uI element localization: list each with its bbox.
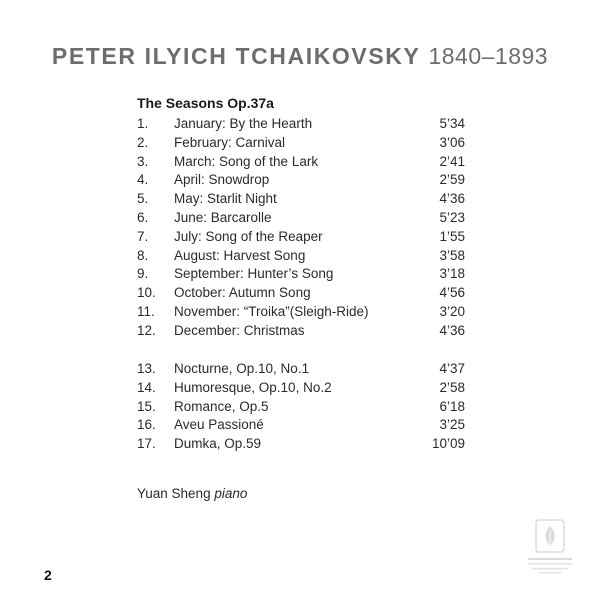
track-title: August: Harvest Song [174,247,306,263]
performer-instrument: piano [214,486,248,501]
track-list-other-works [137,360,465,454]
track-item [137,435,465,454]
performer-name: Yuan Sheng [137,486,211,501]
track-duration: 6’18 [439,398,465,414]
track-duration: 4’37 [439,361,465,376]
track-duration: 2’41 [439,153,465,169]
track-item [137,360,465,379]
track-item [137,284,465,303]
track-number: 13. [137,361,156,376]
track-item [137,228,465,247]
track-number: 1. [137,116,149,131]
track-number: 5. [137,191,149,207]
program-title: The Seasons Op.37a [137,95,274,111]
track-title: April: Snowdrop [174,172,270,188]
track-title: Aveu Passioné [174,417,264,433]
track-duration: 10’09 [431,436,465,452]
track-item [137,115,465,134]
track-list-seasons [137,115,465,341]
track-number: 12. [137,322,156,338]
track-title: July: Song of the Reaper [174,228,323,244]
track-duration: 3’58 [439,247,465,263]
track-item [137,171,465,190]
track-title: June: Barcarolle [174,209,272,225]
track-number: 10. [137,285,156,301]
track-title: Dumka, Op.59 [174,436,262,452]
track-duration: 4’36 [439,322,465,338]
track-duration: 5’23 [439,209,465,225]
track-item [137,190,465,209]
track-item [137,398,465,417]
track-item [137,265,465,284]
track-number: 9. [137,266,149,282]
track-item [137,322,465,341]
track-number: 16. [137,417,156,433]
track-number: 3. [137,153,149,169]
track-title: January: By the Hearth [174,116,313,131]
track-title: Nocturne, Op.10, No.1 [174,361,310,376]
track-duration: 2’59 [439,172,465,188]
page-number: 2 [44,567,52,583]
track-item [137,153,465,172]
track-number: 6. [137,209,149,225]
track-number: 15. [137,398,156,414]
track-number: 4. [137,172,149,188]
track-duration: 3’06 [439,134,465,150]
track-title: October: Autumn Song [174,285,311,301]
track-title: Romance, Op.5 [174,398,269,414]
track-number: 11. [137,303,155,319]
track-number: 17. [137,436,156,452]
composer-name: PETER ILYICH TCHAIKOVSKY [51,43,421,69]
track-duration: 1’55 [439,228,465,244]
track-duration: 3’18 [439,266,465,282]
track-duration: 3’25 [439,417,465,433]
track-item [137,379,465,398]
track-number: 14. [137,379,156,395]
track-item [137,247,465,266]
track-title: May: Starlit Night [174,191,277,207]
track-duration: 4’36 [439,191,465,207]
track-number: 2. [137,134,149,150]
header-title [0,41,600,71]
track-item [137,416,465,435]
track-title: March: Song of the Lark [174,153,319,169]
track-number: 7. [137,228,149,244]
track-item [137,209,465,228]
composer-years: 1840–1893 [428,43,549,69]
track-duration: 2’58 [439,379,465,395]
track-title: November: “Troika”(Sleigh-Ride) [174,303,369,319]
label-logo-icon [524,518,576,576]
track-title: December: Christmas [174,322,305,338]
performer-credit [137,486,247,501]
track-title: September: Hunter’s Song [174,266,334,282]
track-duration: 4’56 [439,285,465,301]
track-duration: 5’34 [439,116,465,131]
track-duration: 3’20 [439,303,465,319]
track-number: 8. [137,247,149,263]
track-title: February: Carnival [174,134,286,150]
track-item [137,134,465,153]
track-title: Humoresque, Op.10, No.2 [174,379,332,395]
track-item [137,303,465,322]
